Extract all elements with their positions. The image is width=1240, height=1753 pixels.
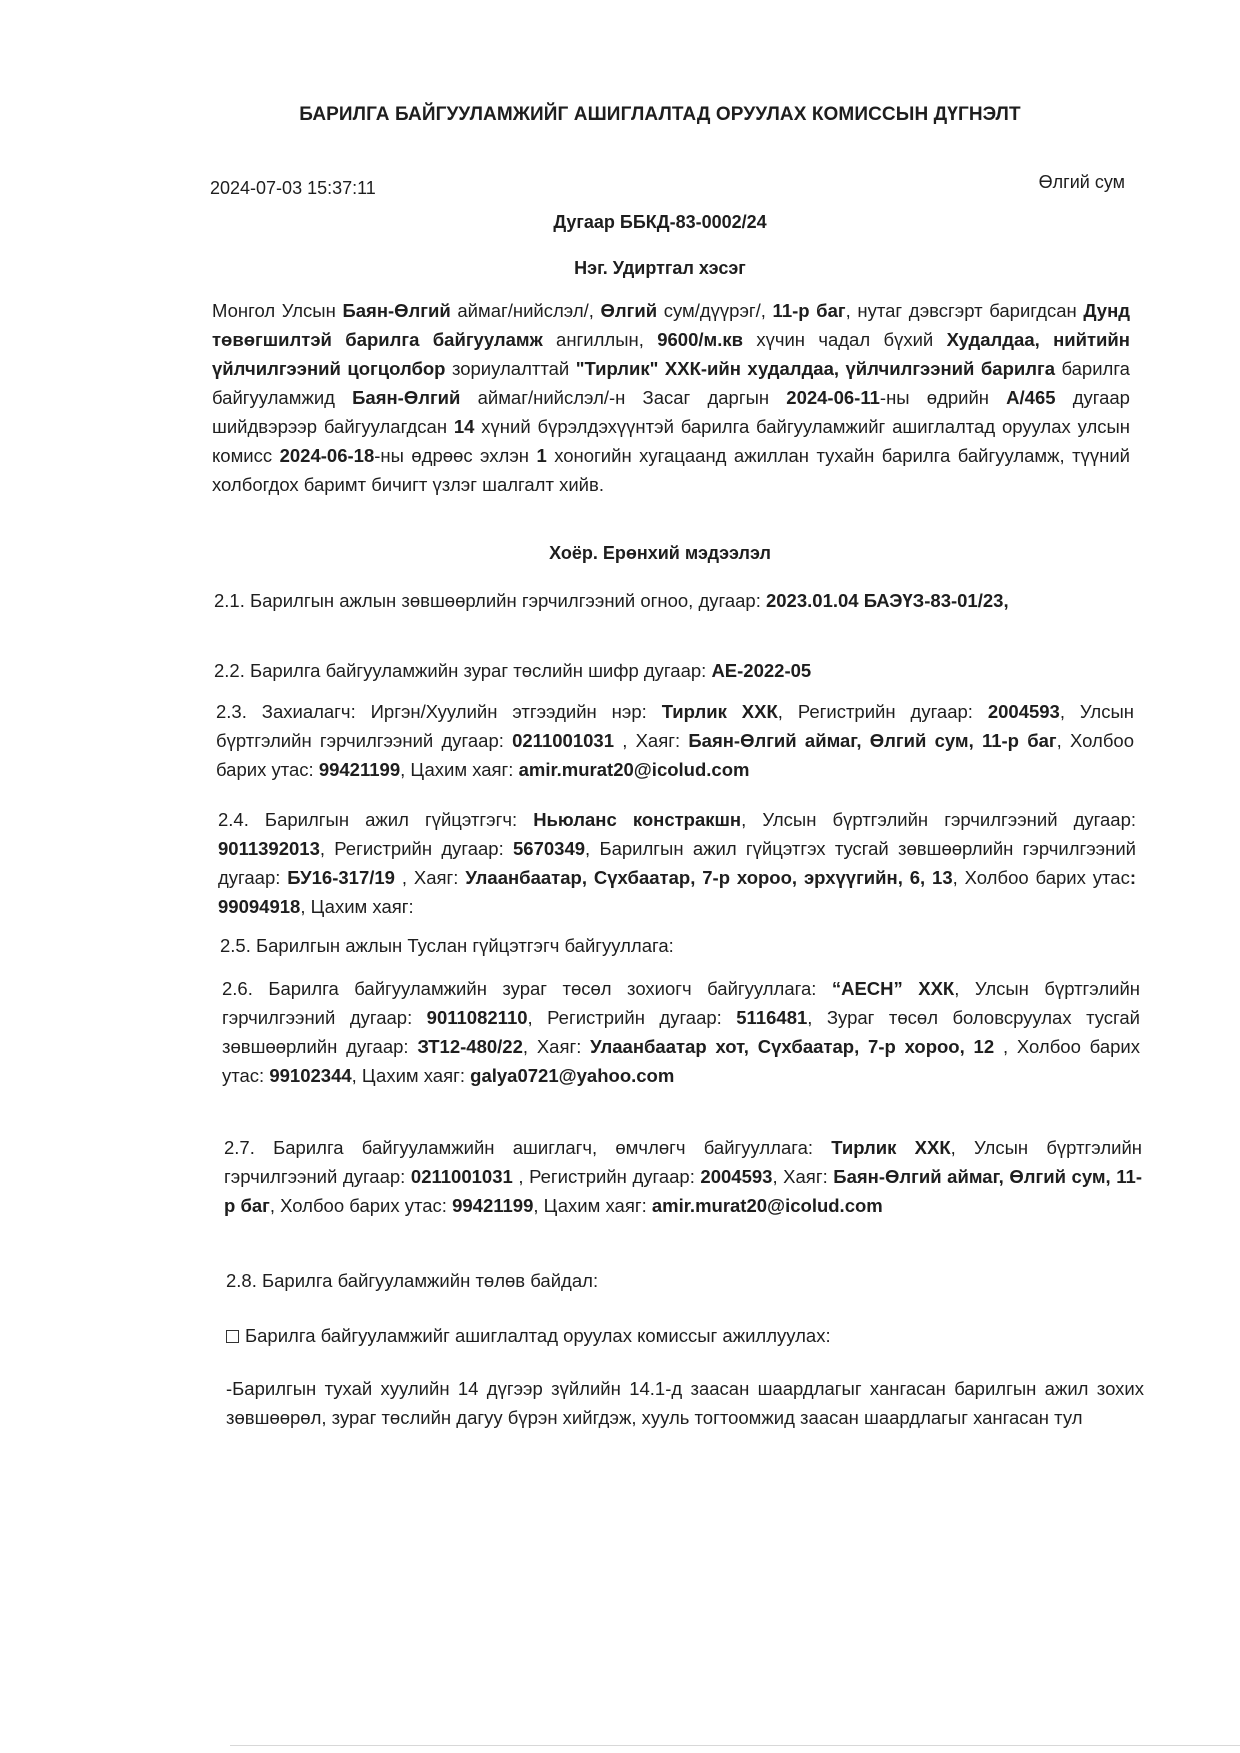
document-number: Дугаар ББКД-83-0002/24 (553, 212, 767, 232)
section1-heading: Нэг. Удиртгал хэсэг (574, 258, 746, 278)
document-datetime: 2024-07-03 15:37:11 (210, 178, 376, 198)
section2-heading: Хоёр. Ерөнхий мэдээлэл (549, 543, 771, 563)
item-2-3: 2.3. Захиалагч: Иргэн/Хуулийн этгээдийн нэр: Тирлик ХХК, Регистрийн дугаар: 2004593, Улсын бүртгэлийн гэрчилгээний дугаар: 0211001031 , Хаяг: Баян-Өлгий аймаг, Өлгий сум, 11-р баг, Холбоо барих утас: 99421199, Цахим хаяг: amir.murat20@icolud.com (216, 701, 1134, 780)
item-2-4: 2.4. Барилгын ажил гүйцэтгэгч: Ньюланс констракшн, Улсын бүртгэлийн гэрчилгээний дугаар: 9011392013, Регистрийн дугаар: 5670349, Барилгын ажил гүйцэтгэх тусгай зөвшөөрлийн гэрчилгээний дугаар: БУ16-317/19 , Хаяг: Улаанбаатар, Сүхбаатар, 7-р хороо, эрхүүгийн, 6, 13, Холбоо барих утас: 99094918, Цахим хаяг: (218, 809, 1137, 917)
item-2-2: 2.2. Барилга байгууламжийн зураг төслийн шифр дугаар: АЕ-2022-05 (214, 660, 812, 681)
scan-edge-divider (230, 1745, 1240, 1746)
conclusion-paragraph: -Барилгын тухай хуулийн 14 дүгээр зүйлийн 14.1-д заасан шаардлагыг хангасан барилгын ажил зохих зөвшөөрөл, зураг төслийн дагуу бүрэн хийгдэж, хууль тогтоомжид заасан шаардлагыг хангасан тул (226, 1378, 1144, 1428)
checkbox-icon (226, 1330, 239, 1343)
item-2-6: 2.6. Барилга байгууламжийн зураг төсөл зохиогч байгууллага: “АЕСН” ХХК, Улсын бүртгэлийн гэрчилгээний дугаар: 9011082110, Регистрийн дугаар: 5116481, Зураг төсөл боловсруулах тусгай зөвшөөрлийн дугаар: ЗТ12-480/22, Хаяг: Улаанбаатар хот, Сүхбаатар, 7-р хороо, 12 , Холбоо барих утас: 99102344, Цахим хаяг: galya0721@yahoo.com (222, 978, 1141, 1086)
item-2-8: 2.8. Барилга байгууламжийн төлөв байдал: (226, 1270, 599, 1291)
document-place: Өлгий сум (1038, 172, 1125, 192)
checkbox-item: Барилга байгууламжийг ашиглалтад оруулах комиссыг ажиллуулах: (226, 1321, 1144, 1350)
item-2-1: 2.1. Барилгын ажлын зөвшөөрлийн гэрчилгээний огноо, дугаар: 2023.01.04 БАЭҮЗ-83-01/23, (214, 590, 1009, 611)
intro-paragraph: Монгол Улсын Баян-Өлгий аймаг/нийслэл/, Өлгий сум/дүүрэг/, 11-р баг, нутаг дэвсгэрт баригдсан Дунд төвөгшилтэй барилга байгууламж ангиллын, 9600/м.кв хүчин чадал бүхий Худалдаа, нийтийн үйлчилгээний цогцолбор зориулалттай "Тирлик" ХХК-ийн худалдаа, үйлчилгээний барилга барилга байгууламжид Баян-Өлгий аймаг/нийслэл/-н Засаг даргын 2024-06-11-ны өдрийн А/465 дугаар шийдвэрээр байгуулагдсан 14 хүний бүрэлдэхүүнтэй барилга байгууламжийг ашиглалтад оруулах улсын комисс 2024-06-18-ны өдрөөс эхлэн 1 хоногийн хугацаанд ажиллан тухайн барилга байгууламж, түүний холбогдох баримт бичигт үзлэг шалгалт хийв. (212, 300, 1130, 495)
item-2-7: 2.7. Барилга байгууламжийн ашиглагч, өмчлөгч байгууллага: Тирлик ХХК, Улсын бүртгэлийн гэрчилгээний дугаар: 0211001031 , Регистрийн дугаар: 2004593, Хаяг: Баян-Өлгий аймаг, Өлгий сум, 11-р баг, Холбоо барих утас: 99421199, Цахим хаяг: amir.murat20@icolud.com (224, 1137, 1142, 1216)
document-title: БАРИЛГА БАЙГУУЛАМЖИЙГ АШИГЛАЛТАД ОРУУЛАХ КОМИССЫН ДҮГНЭЛТ (299, 104, 1021, 125)
item-2-5: 2.5. Барилгын ажлын Туслан гүйцэтгэгч байгууллага: (220, 935, 674, 956)
